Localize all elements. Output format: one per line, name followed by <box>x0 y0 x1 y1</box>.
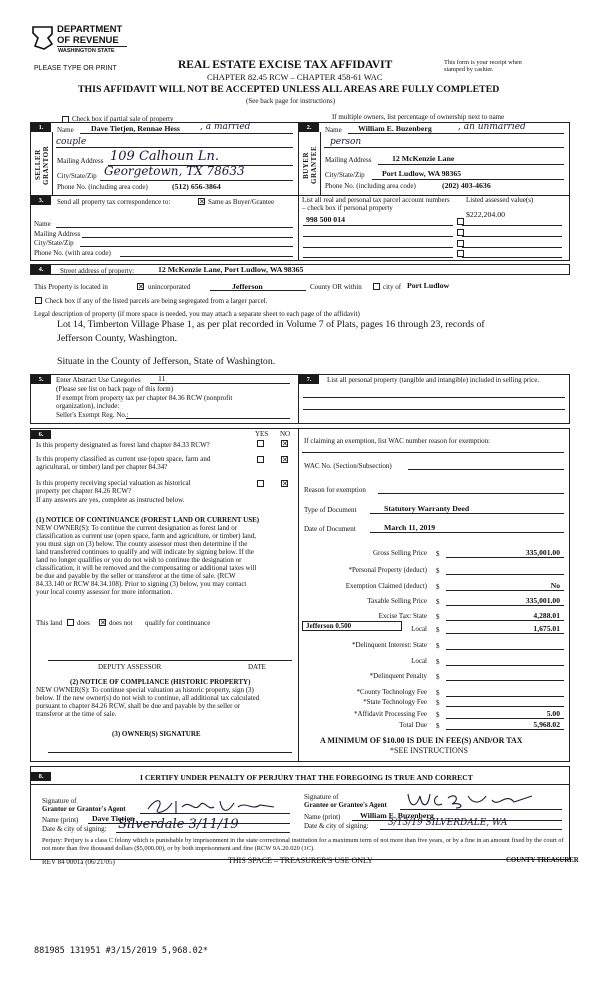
washington-state-icon <box>30 24 56 52</box>
q-forest-yes-checkbox[interactable] <box>257 440 264 447</box>
tax-row-label: Gross Selling Price <box>372 549 427 557</box>
q-current-use-no-checkbox[interactable]: ✕ <box>282 456 288 464</box>
county-treasurer: COUNTY TREASURER <box>506 857 579 864</box>
seller-phone[interactable]: (512) 656-3864 <box>172 182 221 191</box>
notice-1-line: you must sign on (3) below. The county assessor must then determine if the <box>36 540 248 548</box>
buyer-name-hw2: person <box>330 137 362 147</box>
seller-name-label: Name <box>57 126 74 134</box>
buyer-name-hw1: , an unmarried <box>458 122 526 132</box>
q-historic-no-checkbox[interactable]: ✕ <box>282 480 288 488</box>
does-checkbox[interactable] <box>67 619 74 626</box>
grantee-date-label: Date & city of signing: <box>304 822 369 830</box>
legal-label: Legal description of property (if more space is needed, you may attach a separate sheet to each page of the affidavit) <box>34 310 360 318</box>
dept-line1: DEPARTMENT <box>57 24 123 35</box>
abstract-value[interactable]: 11 <box>158 374 166 383</box>
buyer-name: William E. Buzenberg <box>358 124 432 133</box>
tax-row-value[interactable]: 335,001.00 <box>525 548 560 557</box>
buyer-phone[interactable]: (202) 403-4636 <box>442 181 491 190</box>
assessed-value[interactable]: $222,204.00 <box>466 210 505 219</box>
dept-line2: OF REVENUE <box>57 35 119 46</box>
unincorporated-label: unincorporated <box>148 283 191 291</box>
notice-1-line: land transferred continues to qualify and will indicate by signing below. If the <box>36 548 254 556</box>
tax-row-label: Excise Tax: State <box>378 612 427 620</box>
parcel-personal-checkbox-4[interactable] <box>457 250 464 257</box>
seller-city[interactable]: Georgetown, TX 78633 <box>104 164 245 178</box>
same-as-buyer-label: Same as Buyer/Grantee <box>208 198 275 206</box>
notice-1-body <box>36 524 294 596</box>
doc-date[interactable]: March 11, 2019 <box>384 523 436 532</box>
see-instructions: *SEE INSTRUCTIONS <box>390 746 469 755</box>
parcel-personal-checkbox-2[interactable] <box>457 229 464 236</box>
no-header: NO <box>280 430 291 438</box>
send-correspondence-label: Send all property tax correspondence to: <box>57 198 171 206</box>
assessed-label: Listed assessed value(s) <box>466 196 534 204</box>
same-as-buyer-checkbox[interactable]: ✕ <box>199 198 205 206</box>
county-name[interactable]: Jefferson <box>232 282 263 291</box>
tax-row-value[interactable]: 1,675.01 <box>533 624 560 633</box>
local-code[interactable]: Jefferson 0.500 <box>306 622 352 630</box>
s3-address-label: Mailing Address <box>34 230 81 238</box>
dollar-sign: $ <box>436 658 440 666</box>
perjury-notice: Perjury: Perjury is a class C felony which is punishable by imprisonment in the state correctional institution for a maximum term of not more than five years, or by a fine in an amount fixed by the court of not more than five thousand dollars ($5,000.00), or by both imprisonment and fine (RCW 9A.20.020 (1C). <box>42 837 564 852</box>
notice-1-line: classification, it will be removed and the compensating or additional taxes will <box>36 564 257 572</box>
q-historic-a: Is this property receiving special valuation as historical <box>36 479 191 487</box>
q-current-use-a: Is this property classified as current use (open space, farm and <box>36 455 211 463</box>
answers-note: If any answers are yes, complete as instructed below. <box>36 496 185 504</box>
buyer-grantee-label: BUYER GRANTEE <box>302 145 318 185</box>
dollar-sign: $ <box>436 613 440 621</box>
multiple-owners-note: If multiple owners, list percentage of ownership next to name <box>332 113 505 121</box>
tax-row-label: *Affidavit Processing Fee <box>354 710 427 718</box>
dollar-sign: $ <box>436 673 440 681</box>
parcel-personal-checkbox-1[interactable] <box>457 218 464 225</box>
wac-claim-label: If claiming an exemption, list WAC number reason for exemption: <box>304 437 491 445</box>
unincorporated-checkbox[interactable]: ✕ <box>138 283 144 291</box>
tax-row-value[interactable]: No <box>550 581 560 590</box>
grantee-sig-of: Signature of <box>304 793 339 801</box>
dollar-sign: $ <box>436 550 440 558</box>
notice-2-line: pursuant to chapter 84.26 RCW, shall be due and payable by the seller or <box>36 702 241 710</box>
does-not-checkbox[interactable]: ✕ <box>100 619 106 627</box>
q-forest: Is this property designated as forest land chapter 84.33 RCW? <box>36 441 210 449</box>
buyer-city-label: City/State/Zip <box>325 171 365 179</box>
dollar-sign: $ <box>436 626 440 634</box>
notice-1-title: (1) NOTICE OF CONTINUANCE (FOREST LAND OR CURRENT USE) <box>36 516 260 524</box>
notice-2-line: NEW OWNER(S): To continue special valuation as historic property, sign (3) <box>36 686 254 694</box>
notice-2-body <box>36 686 294 718</box>
tax-row-label: Exemption Claimed (deduct) <box>345 582 427 590</box>
seller-address[interactable]: 109 Calhoun Ln. <box>110 149 220 164</box>
seller-name-hw1: , a married <box>200 122 251 132</box>
abstract-label: Enter Abstract Use Categories <box>56 376 141 384</box>
dollar-sign: $ <box>436 567 440 575</box>
qualify-label: qualify for continuance <box>145 619 211 627</box>
dept-line3: WASHINGTON STATE <box>58 48 115 54</box>
s3-phone-label: Phone No. (with area code) <box>34 249 111 257</box>
see-back: (See back page for instructions) <box>246 97 336 105</box>
partial-sale-label: Check box if partial sale of property <box>72 115 174 123</box>
grantee-date-city[interactable]: 3/13/19 SILVERDALE, WA <box>388 818 508 828</box>
section-7-number: 7. <box>299 375 319 384</box>
exempt-line-2: organization), include: <box>56 402 120 410</box>
tax-row-label: *Delinquent Interest: State <box>351 641 427 649</box>
tax-row-value[interactable]: 4,288.01 <box>533 611 560 620</box>
tax-row-value[interactable]: 335,001.00 <box>525 596 560 605</box>
grantee-name[interactable]: William E. Buzenberg <box>360 811 434 820</box>
cashier-stamp: 881985 131951 #3/15/2019 5,968.02* <box>34 946 208 956</box>
city-name[interactable]: Port Ludlow <box>407 281 450 290</box>
situate-line: Situate in the County of Jefferson, State of Washington. <box>57 356 276 367</box>
grantor-name[interactable]: Dave Tietjen <box>92 814 135 823</box>
tax-row-label: Local <box>411 657 427 665</box>
legal-line-2: Jefferson County, Washington. <box>57 333 178 344</box>
doc-type-label: Type of Document <box>304 506 357 514</box>
notice-1-line: be due and payable by the seller or transferor at the time of sale. (RCW <box>36 572 236 580</box>
section-1-number: 1. <box>31 123 51 132</box>
buyer-address[interactable]: 12 McKenzie Lane <box>392 154 455 163</box>
tax-row-value[interactable]: 5,968.02 <box>533 720 560 729</box>
section-8-number: 8. <box>31 772 51 781</box>
seller-address-label: Mailing Address <box>57 157 104 165</box>
does-label: does <box>77 619 90 627</box>
tax-row-label: Taxable Selling Price <box>367 597 427 605</box>
dollar-sign: $ <box>436 711 440 719</box>
notice-1-line: land no longer qualifies or you do not wish to continue the designation or <box>36 556 242 564</box>
receipt-note: This form is your receipt when stamped by cashier. <box>444 59 522 74</box>
exempt-line-1: If exempt from property tax per chapter 84.36 RCW (nonprofit <box>56 394 233 402</box>
does-not-label: does not <box>109 619 133 627</box>
notice-1-line: 84.33.140 or RCW 84.34.108). Prior to signing (3) below, you may contact <box>36 580 247 588</box>
section-6-number: 6. <box>31 430 51 439</box>
street-label: Street address of property: <box>60 267 135 275</box>
q-forest-no-checkbox[interactable]: ✕ <box>282 440 288 448</box>
buyer-phone-label: Phone No. (including area code) <box>325 182 416 190</box>
buyer-city[interactable]: Port Ludlow, WA 98365 <box>382 169 462 178</box>
this-land-label: This land <box>36 619 63 627</box>
street-address[interactable]: 12 McKenzie Lane, Port Ludlow, WA 98365 <box>158 265 304 274</box>
grantor-name-label: Name (print) <box>42 816 79 824</box>
grantee-name-label: Name (print) <box>304 813 341 821</box>
section-2-number: 2. <box>299 123 319 132</box>
grantee-agent-label: Grantee or Grantee's Agent <box>304 801 387 809</box>
form-title: REAL ESTATE EXCISE TAX AFFIDAVIT <box>178 59 393 71</box>
tax-row-label: *Personal Property (deduct) <box>348 566 427 574</box>
located-label: This Property is located in <box>34 283 108 291</box>
city-checkbox[interactable] <box>373 283 380 290</box>
grantor-date-city[interactable]: Silverdale 3/11/19 <box>118 817 239 832</box>
s3-city-label: City/State/Zip <box>34 239 74 247</box>
seller-name: Dave Tietjen, Rennae Hess <box>91 124 180 133</box>
q-historic-yes-checkbox[interactable] <box>257 480 264 487</box>
rev-number: REV 84 0001a (06/21/05) <box>42 858 115 866</box>
deputy-assessor-label: DEPUTY ASSESSOR <box>98 663 162 671</box>
q-current-use-yes-checkbox[interactable] <box>257 456 264 463</box>
section-5-number: 5. <box>31 375 51 384</box>
dollar-sign: $ <box>436 722 440 730</box>
buyer-address-label: Mailing Address <box>325 156 372 164</box>
section-4-number: 4. <box>31 265 51 274</box>
doc-type[interactable]: Statutory Warranty Deed <box>384 504 470 513</box>
segregated-label: Check box if any of the listed parcels are being segregated from a larger parcel. <box>45 297 268 305</box>
wac-no-label: WAC No. (Section/Subsection) <box>304 462 392 470</box>
notice-2-line: transferor at the time of sale. <box>36 710 117 718</box>
section-7-label: List all personal property (tangible and intangible) included in selling price. <box>327 376 540 384</box>
see-list-label: (Please see list on back page of this form) <box>56 385 174 393</box>
s3-name-label: Name <box>34 220 51 228</box>
tax-row-label: *County Technology Fee <box>356 688 427 696</box>
chapter-line: CHAPTER 82.45 RCW – CHAPTER 458-61 WAC <box>207 72 383 82</box>
county-or-label: County OR within <box>310 283 362 291</box>
tax-row-label: Total Due <box>399 721 427 729</box>
dollar-sign: $ <box>436 583 440 591</box>
buyer-name-label: Name <box>325 126 342 134</box>
grantor-date-label: Date & city of signing: <box>42 825 107 833</box>
notice-2-title: (2) NOTICE OF COMPLIANCE (HISTORIC PROPERTY) <box>70 678 251 686</box>
seller-phone-label: Phone No. (including area code) <box>57 183 148 191</box>
department-logo <box>30 20 140 64</box>
reason-label: Reason for exemption <box>304 486 366 494</box>
dollar-sign: $ <box>436 598 440 606</box>
owner-signature-label: (3) OWNER(S) SIGNATURE <box>112 730 201 738</box>
minimum-due: A MINIMUM OF $10.00 IS DUE IN FEE(S) AND/OR TAX <box>320 736 523 745</box>
tax-row-label: Local <box>411 625 427 633</box>
notice-2-line: below. If the new owner(s) do not wish to continue, all additional tax calculated <box>36 694 260 702</box>
certify-line: I CERTIFY UNDER PENALTY OF PERJURY THAT THE FOREGOING IS TRUE AND CORRECT <box>140 773 473 782</box>
tax-row-value[interactable]: 5.00 <box>546 709 560 718</box>
treasurer-space: THIS SPACE – TREASURER'S USE ONLY <box>228 856 373 865</box>
notice-1-line: classification as current use (open space, farm and agriculture, or timber) land, <box>36 532 257 540</box>
parcel-label: List all real and personal tax parcel account numbers – check box if personal property <box>302 196 450 212</box>
parcel-number[interactable]: 998 500 014 <box>306 215 345 224</box>
seller-grantor-label: SELLER GRANTOR <box>34 145 50 185</box>
notice-1-line: NEW OWNER(S): To continue the current designation as forest land or <box>36 524 238 532</box>
seller-city-label: City/State/Zip <box>57 172 97 180</box>
yes-header: YES <box>255 430 269 438</box>
q-historic-b: property per chapter 84.26 RCW? <box>36 487 132 495</box>
grantor-agent-label: Grantor or Grantor's Agent <box>42 805 126 813</box>
segregated-checkbox[interactable] <box>35 297 42 304</box>
dollar-sign: $ <box>436 689 440 697</box>
dollar-sign: $ <box>436 699 440 707</box>
notice-1-line: your local county assessor for more information. <box>36 588 173 596</box>
parcel-personal-checkbox-3[interactable] <box>457 240 464 247</box>
legal-line-1: Lot 14, Timberton Village Phase 1, as per plat recorded in Volume 7 of Plats, pages 16 through 23, records of <box>57 319 485 330</box>
grantor-sig-of: Signature of <box>42 797 77 805</box>
date-label: DATE <box>248 663 266 671</box>
seller-name-hw2: couple <box>56 137 87 147</box>
please-type: PLEASE TYPE OR PRINT <box>34 65 117 72</box>
city-of-label: city of <box>383 283 402 291</box>
tax-row-label: *State Technology Fee <box>363 698 427 706</box>
seller-exempt-label: Seller's Exempt Reg. No.: <box>56 411 129 419</box>
doc-date-label: Date of Document <box>304 525 356 533</box>
section-3-number: 3. <box>31 196 51 205</box>
dollar-sign: $ <box>436 642 440 650</box>
warning-line: THIS AFFIDAVIT WILL NOT BE ACCEPTED UNLESS ALL AREAS ARE FULLY COMPLETED <box>78 84 500 95</box>
q-current-use-b: agricultural, or timber) land per chapter 84.34? <box>36 463 168 471</box>
tax-row-label: *Delinquent Penalty <box>369 672 427 680</box>
